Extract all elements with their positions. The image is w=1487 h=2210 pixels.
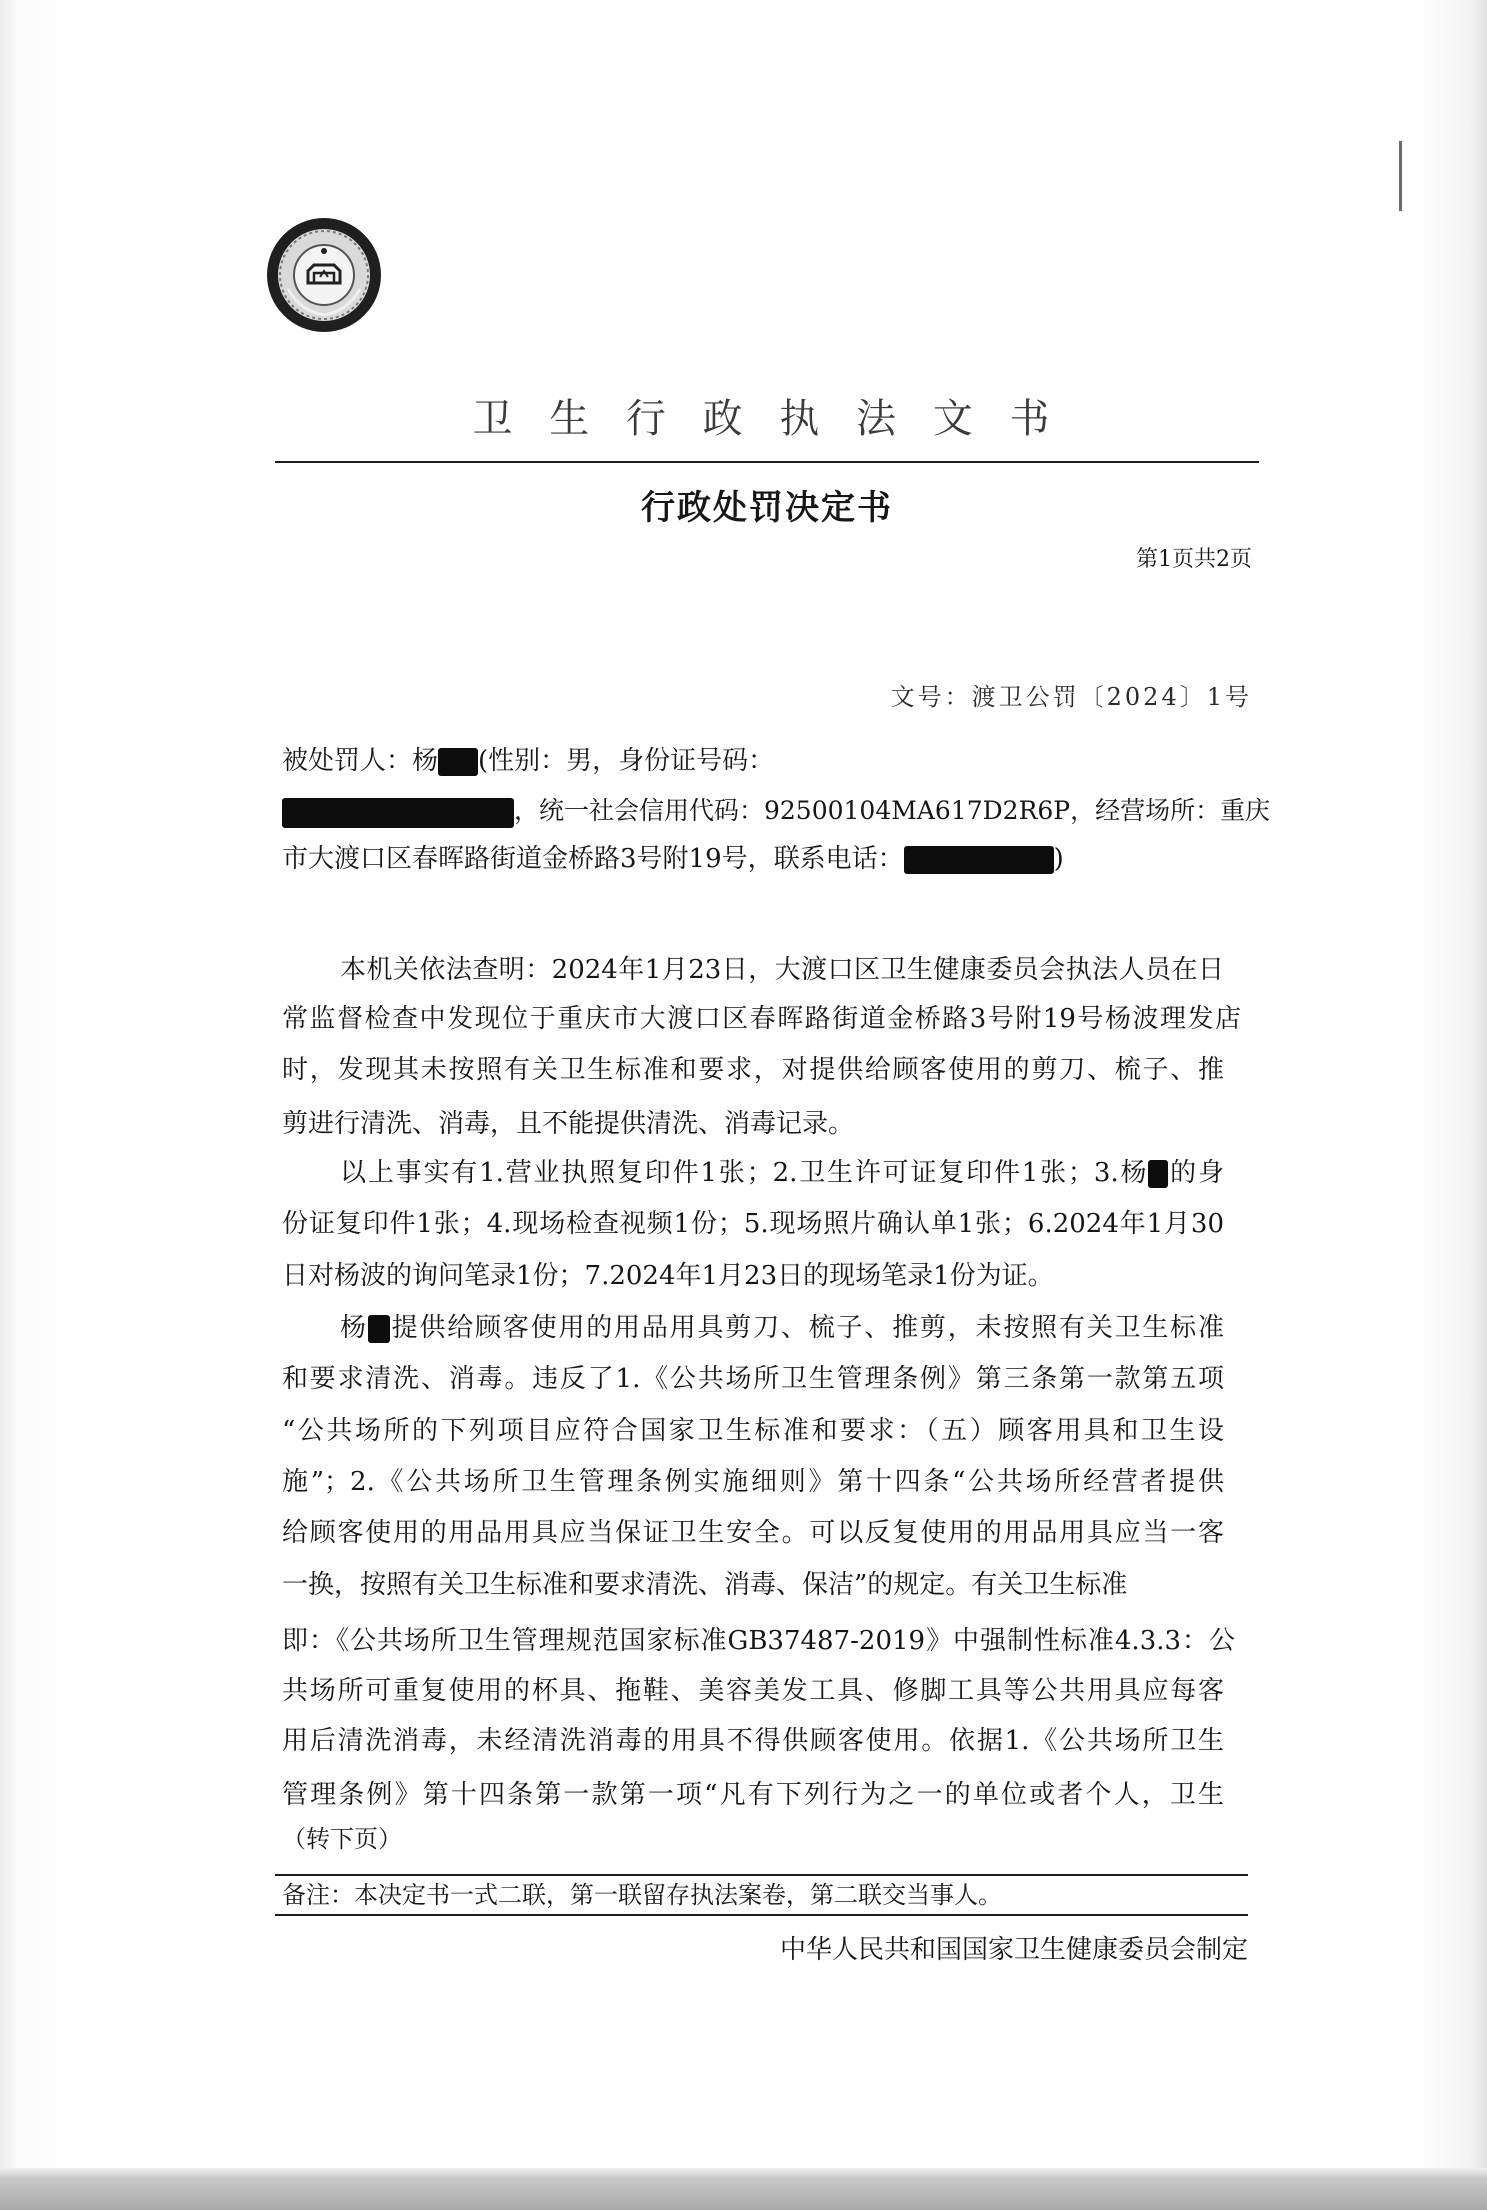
violation-line: 共场所可重复使用的杯具、拖鞋、美容美发工具、修脚工具等公共用具应每客: [282, 1676, 1224, 1706]
redaction-block: [1148, 1160, 1168, 1188]
issuing-authority: 中华人民共和国国家卫生健康委员会制定: [779, 1935, 1248, 1965]
national-emblem-logo: [264, 215, 384, 335]
violation-line: 和要求清洗、消毒。违反了1.《公共场所卫生管理条例》第三条第一款第五项: [282, 1364, 1224, 1394]
findings-line: 常监督检查中发现位于重庆市大渡口区春晖路街道金桥路3号附19号杨波理发店: [282, 1004, 1241, 1034]
violation-text: 杨: [340, 1313, 368, 1343]
violation-line: 给顾客使用的用品用具应当保证卫生安全。可以反复使用的用品用具应当一客: [282, 1518, 1224, 1548]
violation-line: 一换，按照有关卫生标准和要求清洗、消毒、保洁”的规定。有关卫生标准: [282, 1570, 1128, 1600]
document-title: 行政处罚决定书: [641, 488, 893, 528]
violation-line: 用后清洗消毒，未经清洗消毒的用具不得供顾客使用。依据1.《公共场所卫生: [282, 1726, 1224, 1756]
page-indicator: 第1页共2页: [1136, 547, 1252, 572]
footer-divider-bottom: [275, 1914, 1248, 1916]
evidence-text: 以上事实有1.营业执照复印件1张；2.卫生许可证复印件1张；3.杨: [340, 1158, 1149, 1188]
evidence-line: 日对杨波的询问笔录1份；7.2024年1月23日的现场笔录1份为证。: [282, 1261, 1054, 1291]
evidence-line: [340, 1157, 1224, 1189]
violation-line: “公共场所的下列项目应符合国家卫生标准和要求：（五）顾客用具和卫生设: [282, 1416, 1224, 1446]
evidence-line: 份证复印件1张；4.现场检查视频1份；5.现场照片确认单1张；6.2024年1月30: [282, 1209, 1224, 1239]
party-line-2: [282, 795, 1271, 827]
findings-line: 剪进行清洗、消毒，且不能提供清洗、消毒记录。: [282, 1109, 855, 1139]
violation-line: [340, 1312, 1224, 1344]
party-id-label: (性别：男，身份证号码：: [478, 746, 775, 776]
violation-line: 管理条例》第十四条第一款第一项“凡有下列行为之一的单位或者个人，卫生: [282, 1780, 1224, 1810]
remark-note: 备注：本决定书一式二联，第一联留存执法案卷，第二联交当事人。: [282, 1881, 1002, 1909]
violation-text: 提供给顾客使用的用品用具剪刀、梳子、推剪，未按照有关卫生标准: [389, 1313, 1224, 1343]
party-name-label: 被处罚人：杨: [282, 746, 439, 776]
credit-code-and-address: ，统一社会信用代码：92500104MA617D2R6P，经营场所：重庆: [514, 796, 1271, 825]
scan-edge-mark: [1399, 141, 1402, 211]
violation-line: 施”；2.《公共场所卫生管理条例实施细则》第十四条“公共场所经营者提供: [282, 1467, 1224, 1497]
redaction-block: [904, 846, 1054, 874]
header-divider: [275, 461, 1259, 463]
closing-paren: ): [1053, 844, 1064, 874]
findings-line: 时，发现其未按照有关卫生标准和要求，对提供给顾客使用的剪刀、梳子、推: [282, 1055, 1224, 1085]
footer-divider-top: [275, 1874, 1248, 1876]
redaction-block: [282, 798, 514, 828]
scan-bottom-edge: [0, 2168, 1487, 2210]
document-number: 文号：渡卫公罚〔2024〕1号: [890, 683, 1252, 711]
address-and-phone-label: 市大渡口区春晖路街道金桥路3号附19号，联系电话：: [282, 844, 904, 874]
party-line-3: [282, 843, 1224, 875]
violation-line: 即：《公共场所卫生管理规范国家标准GB37487-2019》中强制性标准4.3.3：公: [282, 1626, 1235, 1656]
redaction-block: [438, 748, 478, 776]
document-series-title: 卫 生 行 政 执 法 文 书: [472, 396, 1062, 442]
continued-marker: （转下页）: [282, 1825, 402, 1853]
party-line-1: [282, 745, 1224, 777]
evidence-text: 的身: [1168, 1158, 1224, 1188]
findings-line: 本机关依法查明：2024年1月23日，大渡口区卫生健康委员会执法人员在日: [340, 955, 1224, 985]
redaction-block: [368, 1315, 390, 1343]
